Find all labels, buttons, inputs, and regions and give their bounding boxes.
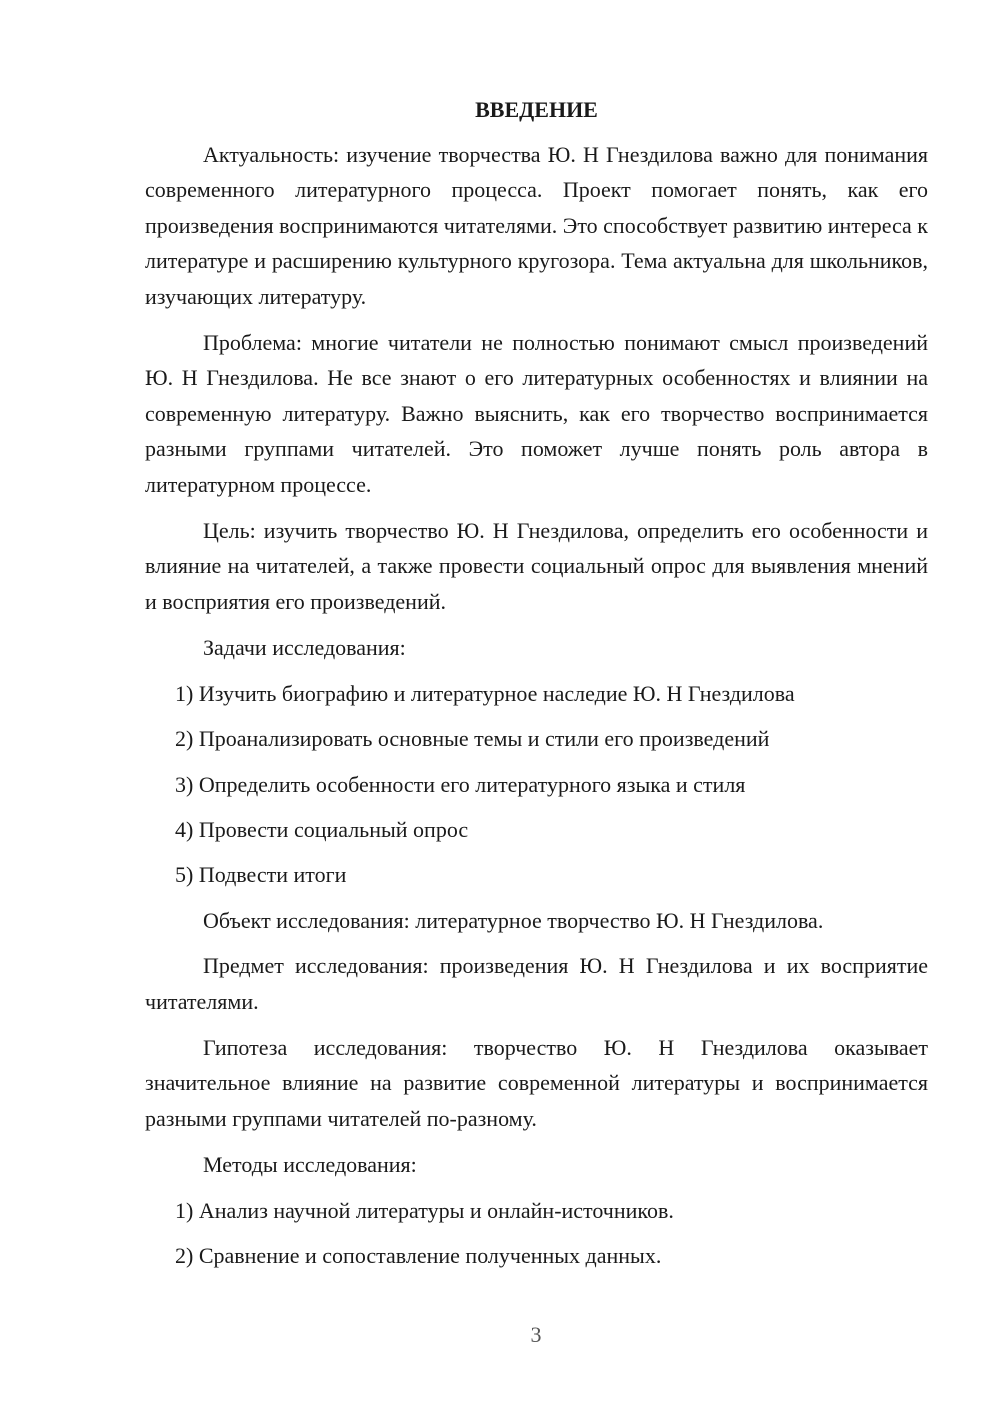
document-page	[145, 94, 928, 1283]
goal-paragraph: Цель: изучить творчество Ю. Н Гнездилова, определить его особенности и влияние на читателей, а также провести социальный опрос для выявления мнений и восприятия его произведений.	[145, 518, 928, 614]
page-title: ВВЕДЕНИЕ	[475, 97, 598, 122]
list-item: 2) Проанализировать основные темы и стили его произведений	[175, 726, 770, 752]
list-item: 5) Подвести итоги	[175, 862, 347, 888]
subject-paragraph: Предмет исследования: произведения Ю. Н Гнездилова и их восприятие читателями.	[145, 953, 928, 1014]
page-number: 3	[530, 1322, 542, 1347]
list-item: 1) Изучить биографию и литературное наследие Ю. Н Гнездилова	[175, 680, 795, 706]
methods-list	[145, 1193, 928, 1274]
tasks-list	[145, 676, 928, 893]
methods-heading: Методы исследования:	[203, 1152, 417, 1178]
list-item: 3) Определить особенности его литературного языка и стиля	[175, 771, 746, 797]
object-paragraph: Объект исследования: литературное творчество Ю. Н Гнездилова.	[203, 907, 824, 933]
tasks-heading: Задачи исследования:	[203, 635, 406, 661]
hypothesis-paragraph: Гипотеза исследования: творчество Ю. Н Гнездилова оказывает значительное влияние на развитие современной литературы и воспринимается разными группами читателей по-разному.	[145, 1034, 928, 1131]
problem-paragraph: Проблема: многие читатели не полностью понимают смысл произведений Ю. Н Гнездилова. Не все знают о его литературных особенностях и влиянии на современную литературу. Важно выяснить, как его творчество воспринимается разными группами читателей. Это поможет лучше понять роль автора в литературном процессе.	[145, 330, 928, 497]
list-item: 2) Сравнение и сопоставление полученных данных.	[175, 1242, 662, 1268]
relevance-paragraph: Актуальность: изучение творчества Ю. Н Гнездилова важно для понимания современного литературного процесса. Проект помогает понять, как его произведения воспринимаются читателями. Это способствует развитию интереса к литературе и расширению культурного кругозора. Тема актуальна для школьников, изучающих литературу.	[145, 142, 928, 309]
list-item: 1) Анализ научной литературы и онлайн-источников.	[175, 1197, 674, 1223]
list-item: 4) Провести социальный опрос	[175, 816, 469, 842]
